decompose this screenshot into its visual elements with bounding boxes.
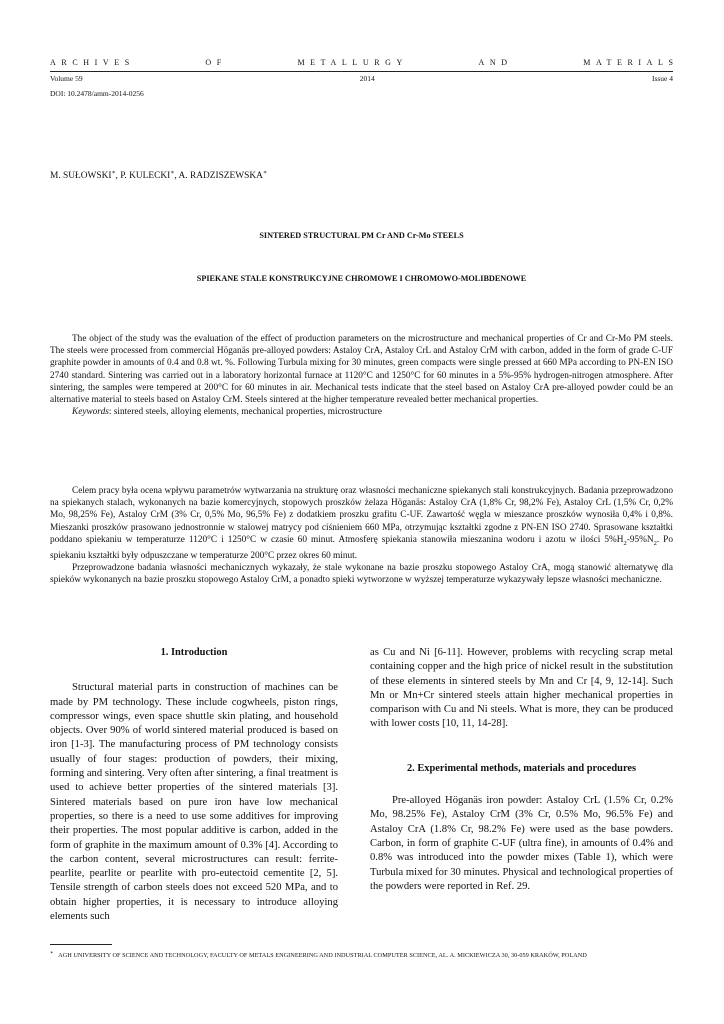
section-paragraph: as Cu and Ni [6-11]. However, problems with recycling scrap metal containing copper and the high price of nickel result in the substitution of these elements in sintered steels by Mn and Cr [4, 9, 12-14]. Such Mn or Mn+Cr sintered steels attain higher mechanical properties in comparison with Cu and Ni steels. What is more, they can be produced with lower costs [10, 11, 14-28].	[370, 647, 673, 730]
header-rule	[50, 71, 673, 72]
author: M. SUŁOWSKI	[50, 171, 112, 182]
abstract-pl-p1: Celem pracy była ocena wpływu parametrów wytwarzania na strukturę oraz własności mechaniczne spiekanych stali konstrukcyjnych. Badania przeprowadzono na spiekanych stalach, wykonanych na bazie komercyjnych, stopowych proszków żelaza Höganäs: Astaloy CrA (1,8% Cr, 98,2% Fe), Astaloy CrL (1,5% Cr, 0,2% Mo, 98,25% Fe), Astaloy CrM (3% Cr, 0,5% Mo, 96,5% Fe) z dodatkiem proszku grafitu C-UF. Zawartość węgla w mieszance proszków wynosiła 0,4% i 0,8%. Mieszanki proszków prasowano jednostronnie w stalowej matrycy pod ciśnieniem 660 MPa, otrzymując kształtki zgodne z PN-EN ISO 2740. Sprasowane kształtki poddano spiekaniu w temperaturze 1120°C i 1250°C w czasie 60 minut. Atmosferę spiekania stanowiła mieszanina wodoru i azotu w ilości $5\%H_2-95\%N_2$. Po spiekaniu kształtki były odpuszczane w temperaturze 200°C przez okres 60 minut.	[50, 486, 673, 561]
footnote-rule	[50, 944, 112, 945]
doi: DOI: 10.2478/amm-2014-0256	[50, 89, 144, 98]
section-paragraph: Structural material parts in construction of machines can be made by PM technology. These include cogwheels, piston rings, compressor wings, even space shuttle skin plating, and household objects. Over 90% of world sintered material produced is based on iron [1-3]. The manufacturing process of PM technology consists usually of four stages: production of powders, their mixing, forming and sintering. Very often after sintering, a final treatment is used to achieve better properties of the sintered materials [3]. Sintered materials based on pure iron have low mechanical properties, so there is a need to use some additives for improving their properties. The most popular additive is carbon, added in the form of graphite in the maximum amount of 0.3% [4]. According to the carbon content, several microstructures can result: ferrite-pearlite, pearlite or pearlite with pro-eutectoid cementite [2, 5]. Tensile strength of carbon steels does not exceed 520 MPa, and to obtain higher properties, it is necessary to introduce alloying elements such	[50, 682, 338, 923]
journal-word: MATERIALS	[583, 58, 679, 67]
journal-word: OF	[205, 58, 227, 67]
journal-word: AND	[478, 58, 513, 67]
volume: Volume 59	[50, 74, 83, 83]
title-polish: SPIEKANE STALE KONSTRUKCYJNE CHROMOWE I CHROMOWO-MOLIBDENOWE	[196, 274, 527, 283]
section-paragraph: Pre-alloyed Höganäs iron powder: Astaloy CrL (1.5% Cr, 0.2% Mo, 98.25% Fe), Astaloy CrM (3% Cr, 0.5% Mo, 96.5% Fe) and Astaloy CrA (1.8% Cr, 98.2% Fe) were used as the base powders. Carbon, in form of graphite C-UF (ultra fine), in amounts of 0.4% and 0.8% was introduced into the powder mixes (Table 1), which were Turbula mixed for 30 minutes. Physical and technological properties of the powders were reported in Ref. 29.	[370, 795, 673, 892]
year: 2014	[359, 74, 375, 83]
footnote-text: AGH UNIVERSITY OF SCIENCE AND TECHNOLOGY, FACULTY OF METALS ENGINEERING AND INDUSTRIAL COMPUTER SCIENCE, AL. A. MICKIEWICZA 30, 30-059 KRAKÓW, POLAND	[58, 952, 587, 960]
keywords-text: : sintered steels, alloying elements, mechanical properties, microstructure	[108, 407, 382, 418]
author-mark: ∗	[170, 170, 175, 176]
author: A. RADZISZEWSKA	[178, 171, 263, 182]
author-list: M. SUŁOWSKI∗, P. KULECKI∗, A. RADZISZEWSKA∗	[50, 170, 267, 182]
issue-meta	[50, 74, 673, 83]
abstract-english	[50, 333, 673, 418]
author-mark: ∗	[111, 170, 116, 176]
abstract-text: The object of the study was the evaluation of the effect of production parameters on the microstructure and mechanical properties of Cr and Cr-Mo PM steels. The steels were processed from commercial Höganäs pre-alloyed powders: Astaloy CrA, Astaloy CrL and Astaloy CrM with carbon, added in the form of grade C-UF graphite powder in amounts of 0.4 and 0.8 wt. %. Following Turbula mixing for 30 minutes, green compacts were single pressed at 660 MPa according to PN-EN ISO 2740 standard. Sintering was carried out in a laboratory horizontal furnace at 1120°C and 1250°C for 60 minutes in a 5%-95% hydrogen-nitrogen atmosphere. After sintering, the samples were tempered at 200°C for 60 minutes in air. Mechanical tests indicate that the steel based on Astaloy CrA pre-alloyed powder could be an alternative material to steels based on Astaloy CrM. Steels sintered at the higher temperature revealed better mechanical properties.	[50, 334, 673, 406]
author-mark: ∗	[262, 170, 267, 176]
footnote-mark: ∗	[50, 951, 54, 956]
section-heading: 2. Experimental methods, materials and procedures	[406, 762, 637, 774]
journal-name	[50, 58, 679, 67]
author: P. KULECKI	[120, 171, 171, 182]
section-heading: 1. Introduction	[160, 647, 228, 658]
title-english: SINTERED STRUCTURAL PM Cr AND Cr-Mo STEELS	[259, 231, 464, 240]
column-right	[370, 646, 673, 894]
footnote	[50, 950, 673, 959]
journal-word: METALLURGY	[297, 58, 408, 67]
abstract-pl-p2: Przeprowadzone badania własności mechanicznych wykazały, że stale wykonane na bazie proszku stopowego Astaloy CrA, mogą stanowić alternatywę dla spieków wykonanych na bazie proszku stopowego Astaloy CrM, a ponadto spieki wytworzone w wyższej temperaturze wykazywały lepsze własności mechaniczne.	[50, 563, 673, 586]
abstract-polish	[50, 485, 673, 586]
journal-word: ARCHIVES	[50, 58, 135, 67]
column-left	[50, 646, 338, 924]
issue: Issue 4	[651, 74, 673, 83]
keywords-label: Keywords	[72, 407, 109, 418]
keywords	[50, 406, 673, 418]
